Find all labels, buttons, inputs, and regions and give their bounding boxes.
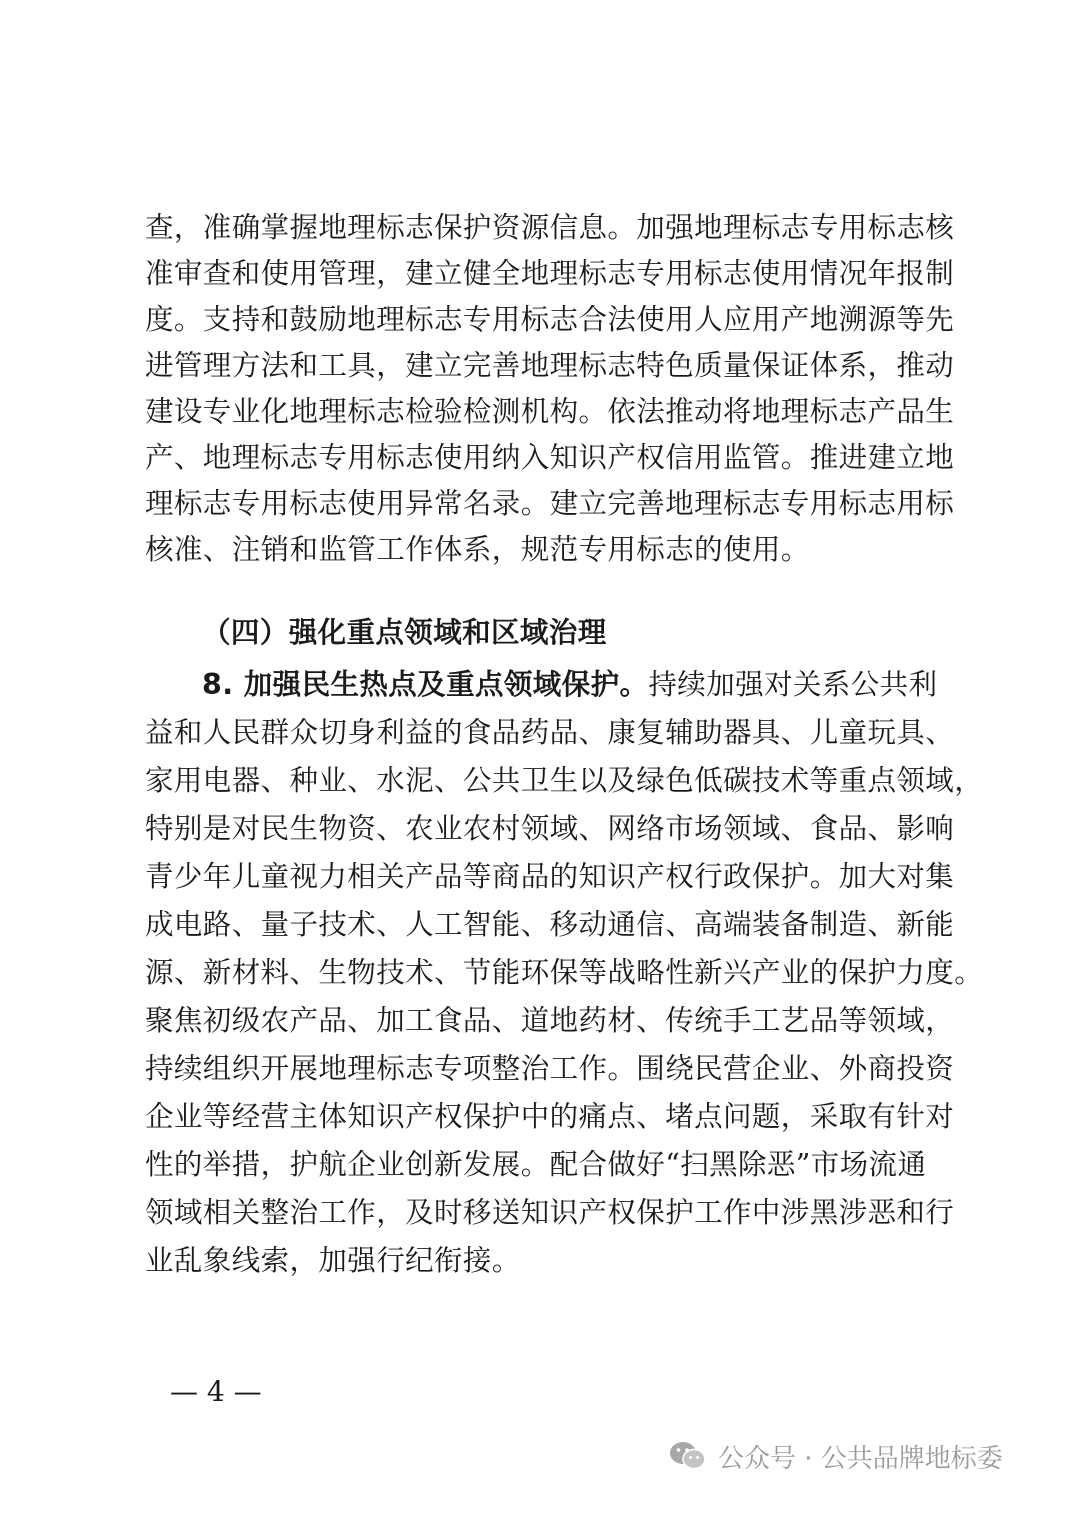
text-line: 查，准确掌握地理标志保护资源信息。加强地理标志专用标志核 (145, 211, 955, 244)
text-line: 度。支持和鼓励地理标志专用标志合法使用人应用产地溯源等先 (145, 303, 955, 336)
text-line: 成电路、量子技术、人工智能、移动通信、高端装备制造、新能 (145, 908, 955, 941)
page-number: — 4 — (170, 1375, 262, 1408)
item-title: 8. 加强民生热点及重点领域保护。 (202, 668, 649, 701)
text-line: 源、新材料、生物技术、节能环保等战略性新兴产业的保护力度。 (145, 956, 984, 989)
text-line: 企业等经营主体知识产权保护中的痛点、堵点问题，采取有针对 (145, 1100, 955, 1133)
text-line: 性的举措，护航企业创新发展。配合做好“扫黑除恶”市场流通 (145, 1148, 927, 1181)
item-first-line (202, 662, 945, 708)
text-line: 特别是对民生物资、农业农村领域、网络市场领域、食品、影响 (145, 812, 955, 845)
text-line: 准审查和使用管理，建立健全地理标志专用标志使用情况年报制 (145, 257, 955, 290)
wechat-icon (668, 1440, 708, 1472)
watermark-text: 公众号 · 公共品牌地标委 (718, 1443, 1003, 1474)
item-text-start: 持续加强对关系公共利 (648, 668, 938, 701)
text-line: 青少年儿童视力相关产品等商品的知识产权行政保护。加大对集 (145, 860, 955, 893)
text-line: 核准、注销和监管工作体系，规范专用标志的使用。 (145, 533, 810, 566)
text-line: 产、地理标志专用标志使用纳入知识产权信用监管。推进建立地 (145, 441, 955, 474)
text-line: 聚焦初级农产品、加工食品、道地药材、传统手工艺品等领域， (145, 1004, 955, 1037)
section-heading: （四）强化重点领域和区域治理 (202, 616, 607, 649)
text-line: 理标志专用标志使用异常名录。建立完善地理标志专用标志用标 (145, 487, 955, 520)
watermark (668, 1426, 1003, 1486)
text-line: 家用电器、种业、水泥、公共卫生以及绿色低碳技术等重点领域， (145, 764, 984, 797)
text-line: 业乱象线索，加强行纪衔接。 (145, 1244, 521, 1277)
text-line: 持续组织开展地理标志专项整治工作。围绕民营企业、外商投资 (145, 1052, 955, 1085)
text-line: 进管理方法和工具，建立完善地理标志特色质量保证体系，推动 (145, 349, 955, 382)
text-line: 益和人民群众切身利益的食品药品、康复辅助器具、儿童玩具、 (145, 716, 955, 749)
text-line: 领域相关整治工作，及时移送知识产权保护工作中涉黑涉恶和行 (145, 1196, 955, 1229)
text-line: 建设专业化地理标志检验检测机构。依法推动将地理标志产品生 (145, 395, 955, 428)
